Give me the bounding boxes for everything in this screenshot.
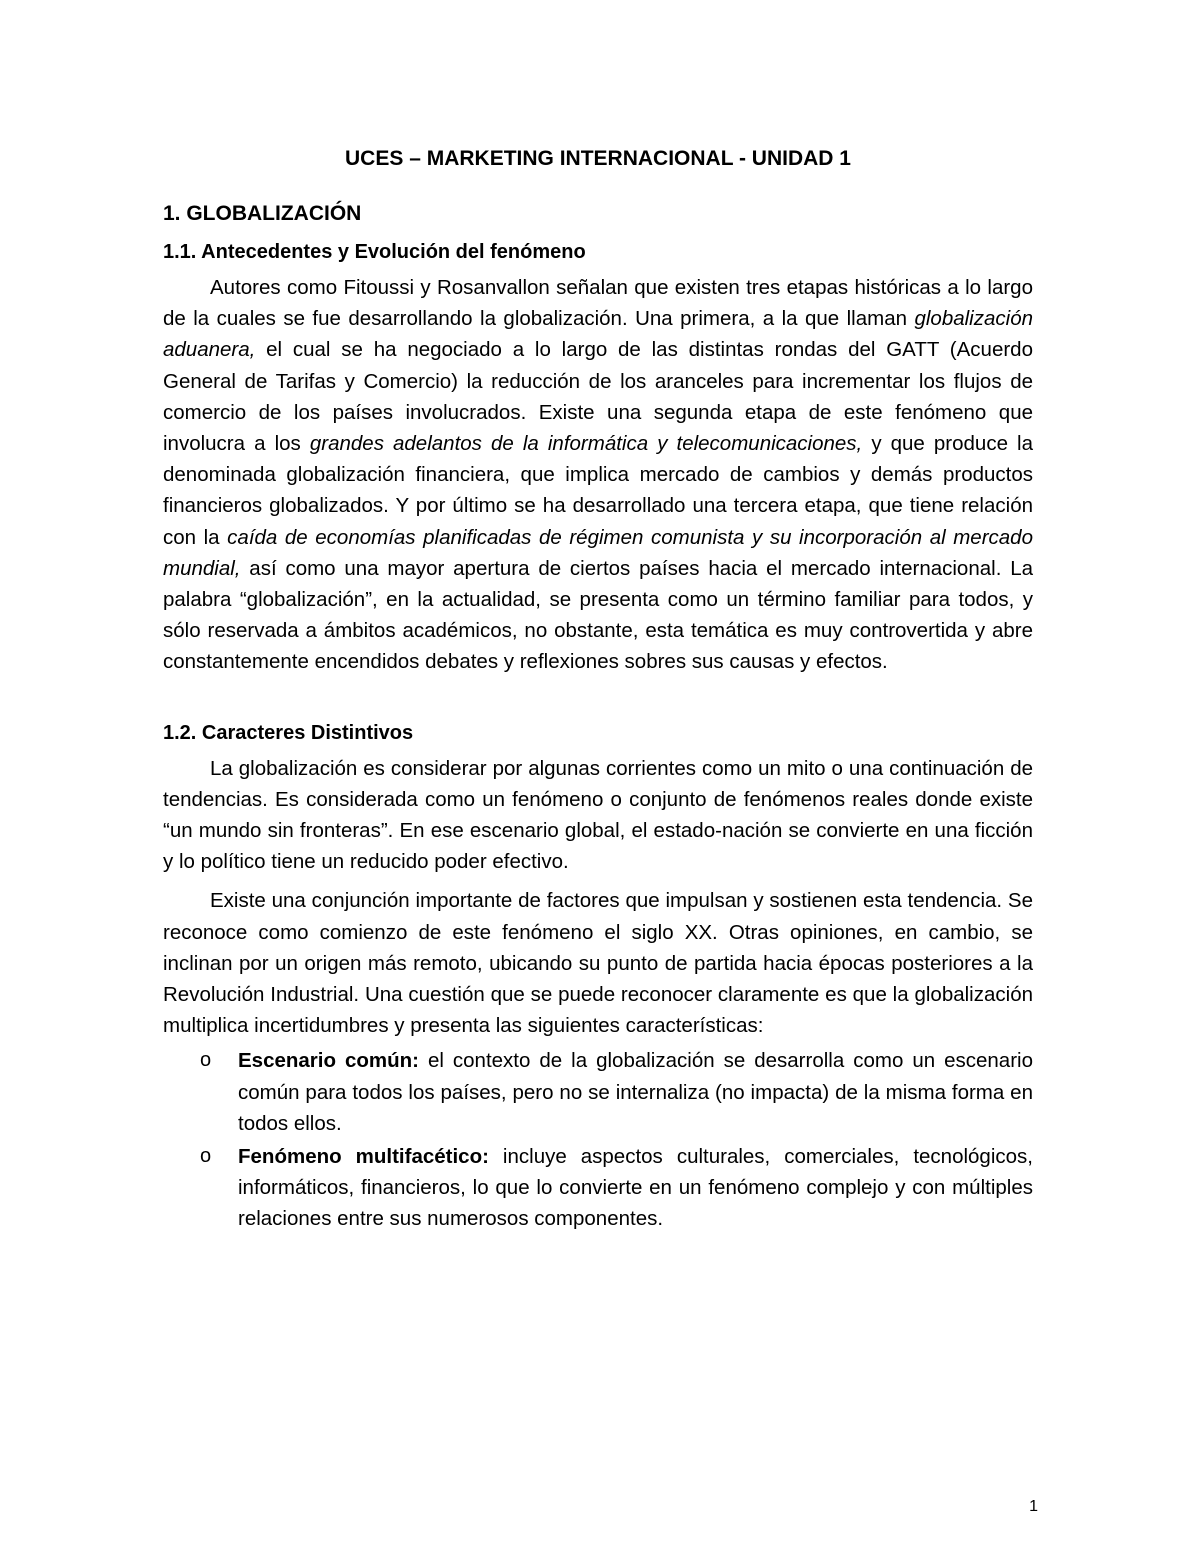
subsection-heading-caracteres: 1.2. Caracteres Distintivos: [163, 721, 414, 744]
list-item-text: incluye aspectos culturales, comerciales, tecnológicos, informáticos, financieros, lo que lo convierte en un fenómeno complejo y con múltiples relaciones entre sus numerosos componentes.: [238, 1145, 1033, 1231]
italic-phrase: grandes adelantos de la informática y telecomunicaciones,: [309, 432, 863, 456]
characteristics-list: [163, 1045, 1033, 1234]
list-item: [163, 1141, 1033, 1235]
italic-phrase: caída de economías planificadas de régimen comunista y su incorporación al mercado mundial,: [163, 525, 1033, 580]
paragraph-caracteres: La globalización es considerar por algunas corrientes como un mito o una continuación de tendencias. Es considerada como un fenómeno o conjunto de fenómenos reales donde existe “un mundo sin fronteras”. En ese escenario global, el estado-nación se convierte en una ficción y lo político tiene un reducido poder efectivo.: [163, 756, 1033, 874]
page-content: [163, 143, 1033, 1237]
subsection-heading-antecedentes: 1.1. Antecedentes y Evolución del fenómeno: [163, 241, 586, 263]
paragraph-text: el cual se ha negociado a lo largo de las distintas rondas del GATT (Acuerdo General de Tarifas y Comercio) la reducción de los aranceles para incrementar los flujos de comercio de los países involucrados. Existe una segunda etapa de este fenómeno que involucra a los: [163, 338, 1033, 456]
bullet-marker: o: [200, 1145, 212, 1168]
paragraph-text: y que produce la denominada globalización financiera, que implica mercado de cambios y demás productos financieros globalizados. Y por último se ha desarrollado una tercera etapa, que tiene relación con la: [163, 432, 1034, 549]
list-item: [163, 1045, 1033, 1139]
list-item-text: el contexto de la globalización se desarrolla como un escenario común para todos los países, pero no se internaliza (no impacta) de la misma forma en todos ellos.: [238, 1049, 1033, 1135]
bullet-marker: o: [200, 1049, 212, 1072]
list-item-term: Fenómeno multifacético:: [238, 1145, 489, 1169]
paragraph-factores: Existe una conjunción importante de factores que impulsan y sostienen esta tendencia. Se reconoce como comienzo de este fenómeno el siglo XX. Otras opiniones, en cambio, se inclinan por un origen más remoto, ubicando su punto de partida hacia épocas posteriores a la Revolución Industrial. Una cuestión que se puede reconocer claramente es que la globalización multiplica incertidumbres y presenta las siguientes características:: [163, 889, 1033, 1038]
page-number: 1: [1029, 1498, 1038, 1515]
list-item-term: Escenario común:: [238, 1049, 419, 1073]
paragraph-text: así como una mayor apertura de ciertos países hacia el mercado internacional. La palabra “globalización”, en la actualidad, se presenta como un término familiar para todos, y sólo reservada a ámbitos académicos, no obstante, esta temática es muy controvertida y abre constantemente encendidos debates y reflexiones sobres sus causas y efectos.: [163, 556, 1033, 674]
italic-phrase: globalización aduanera,: [163, 307, 1033, 362]
paragraph-antecedentes: [163, 272, 1033, 678]
section-heading-globalizacion: 1. GLOBALIZACIÓN: [163, 202, 362, 225]
document-title: UCES – MARKETING INTERNACIONAL - UNIDAD 1: [345, 147, 851, 170]
paragraph-text: Autores como Fitoussi y Rosanvallon señalan que existen tres etapas históricas a lo largo de la cuales se fue desarrollando la globalización. Una primera, a la que llaman: [163, 276, 1033, 331]
